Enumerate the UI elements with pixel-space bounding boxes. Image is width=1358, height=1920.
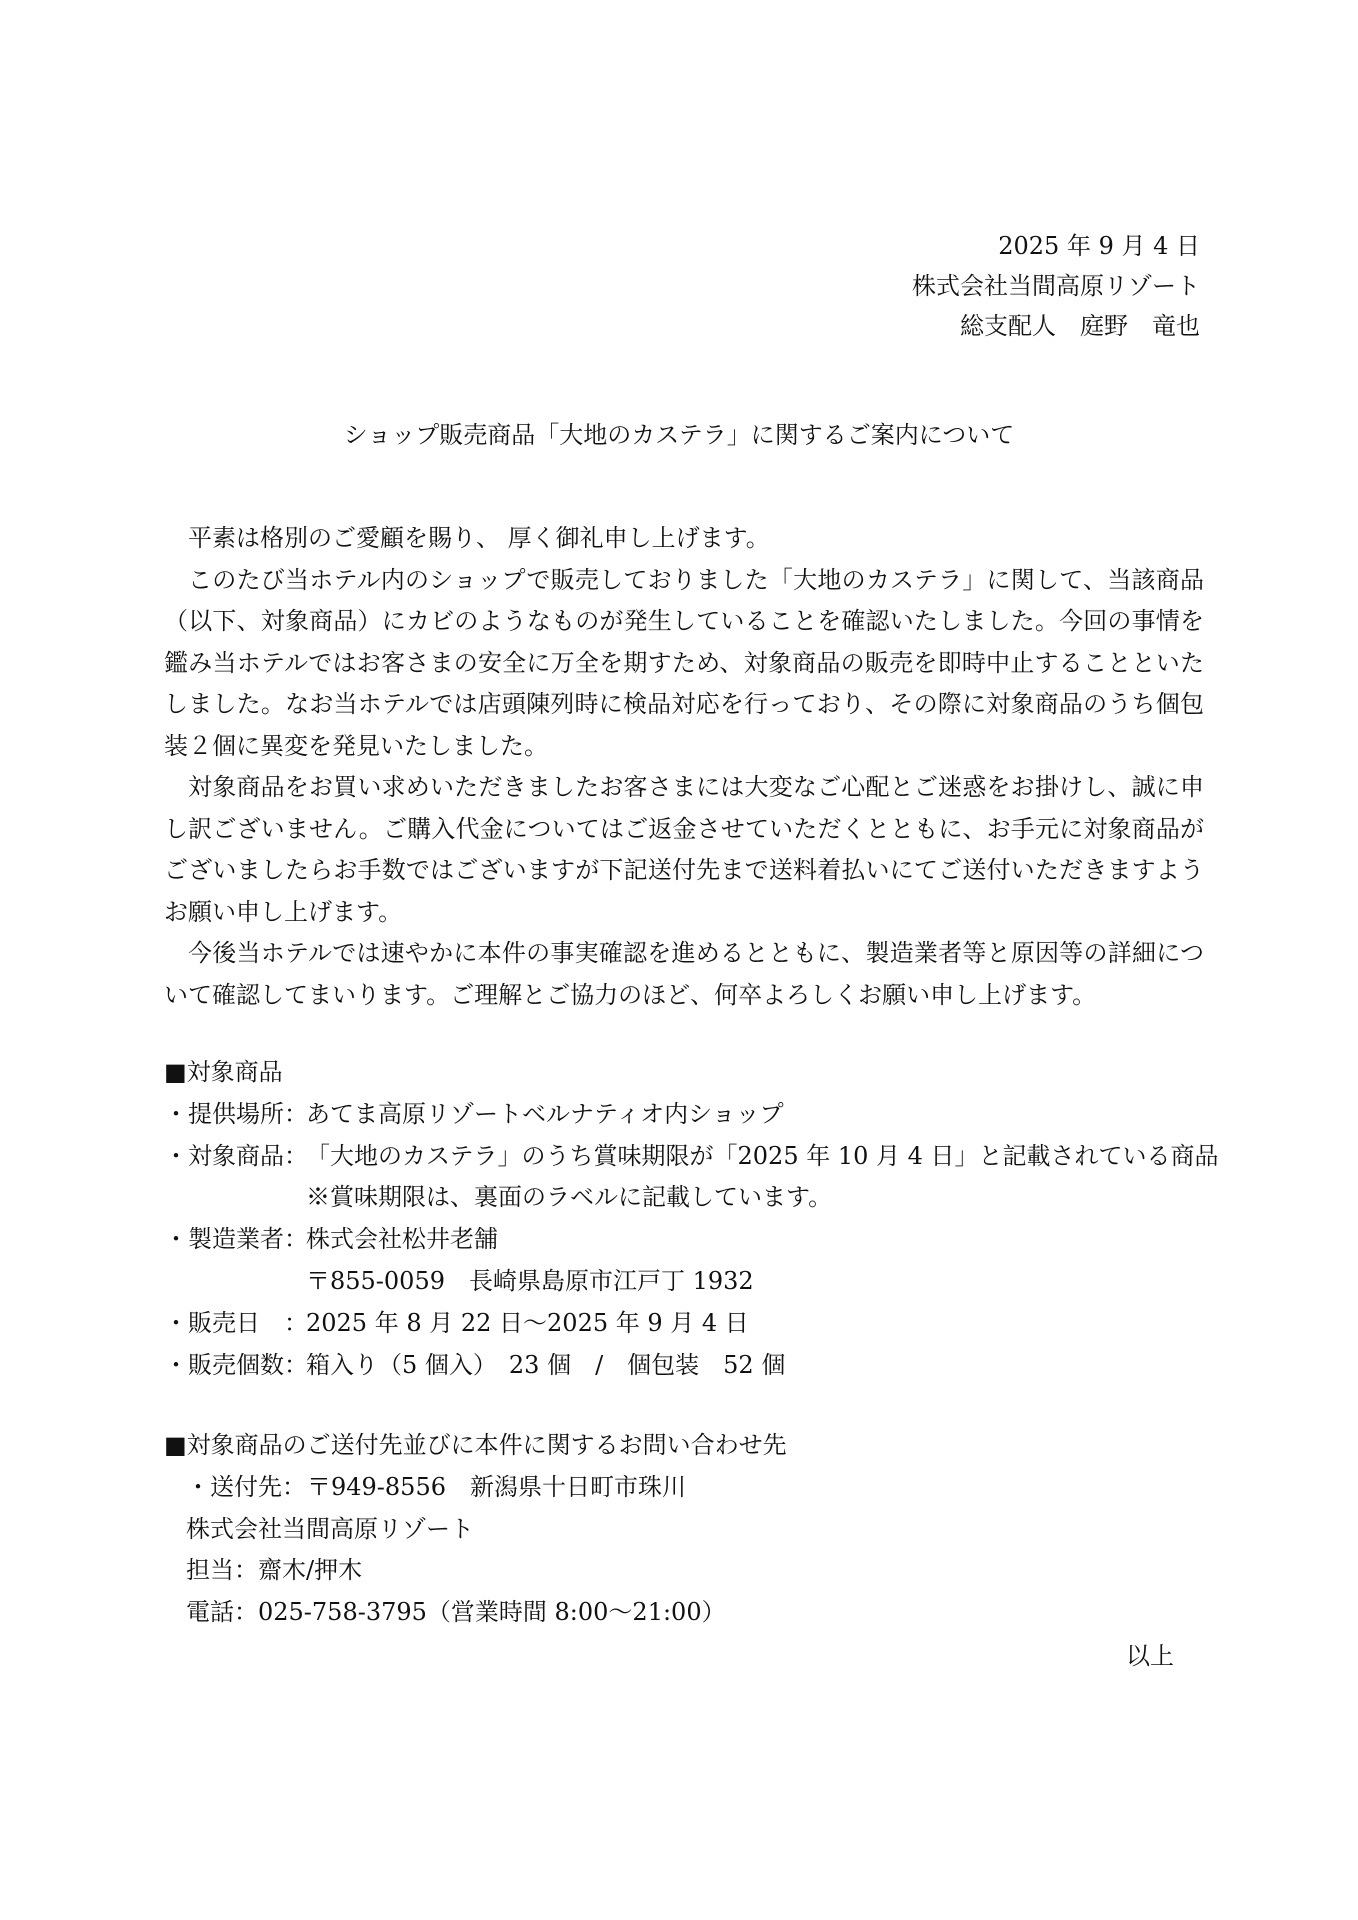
product-label: ・対象商品： (164, 1141, 308, 1170)
header-block (912, 226, 1200, 346)
count-value: 箱入り（5 個入） 23 個 / 個包装 52 個 (306, 1350, 786, 1379)
send-label: ・送付先： (186, 1472, 306, 1501)
count-label: ・販売個数： (164, 1350, 308, 1379)
issuer-company: 株式会社当間高原リゾート (912, 272, 1200, 300)
paragraph-greeting: 平素は格別のご愛顧を賜り、 厚く御礼申し上げます。 (188, 524, 770, 552)
paragraph-followup: 今後当ホテルでは速やかに本件の事実確認を進めるとともに、製造業者等と原因等の詳細について確認してまいります。ご理解とご協力のほど、何卒よろしくお願い申し上げます。 (164, 939, 1204, 1009)
send-company: 株式会社当間高原リゾート (186, 1514, 474, 1543)
sale-date-row (164, 1303, 1224, 1345)
sale-date-value: 2025 年 8 月 22 日～2025 年 9 月 4 日 (306, 1308, 749, 1337)
maker-value: 株式会社松井老舗 (306, 1225, 498, 1254)
maker-address: 〒855-0059 長崎県島原市江戸丁 1932 (306, 1266, 754, 1295)
send-address: 〒949-8556 新潟県十日町市珠川 (307, 1472, 686, 1501)
location-label: ・提供場所： (164, 1099, 308, 1128)
location-value: あてま高原リゾートベルナティオ内ショップ (306, 1099, 784, 1128)
body-text (164, 518, 1204, 1016)
issue-date: 2025 年 9 月 4 日 (998, 232, 1200, 260)
product-value: 「大地のカステラ」のうち賞味期限が「2025 年 10 月 4 日」と記載されている商品 (306, 1141, 1219, 1170)
target-product-section (164, 1052, 1224, 1386)
maker-label: ・製造業者： (164, 1225, 308, 1254)
product-note: ※賞味期限は、裏面のラベルに記載しています。 (306, 1183, 833, 1212)
paragraph-incident: このたび当ホテル内のショップで販売しておりました「大地のカステラ」に関して、当該商品（以下、対象商品）にカビのようなものが発生していることを確認いたしました。今回の事情を鑑み当ホテルではお客さまの安全に万全を期すため、対象商品の販売を即時中止することといたしました。なお当ホテルでは店頭陳列時に検品対応を行っており、その際に対象商品のうち個包装２個に異変を発見いたしました。 (164, 565, 1204, 760)
send-row (164, 1467, 1224, 1509)
issuer-signer: 総支配人 庭野 竜也 (960, 312, 1200, 340)
closing-mark: 以上 (1126, 1642, 1174, 1670)
send-phone: 電話：025-758-3795（営業時間 8:00～21:00） (186, 1598, 726, 1627)
section-heading: ■対象商品のご送付先並びに本件に関するお問い合わせ先 (164, 1431, 787, 1459)
sale-date-label: ・販売日 ： (164, 1308, 308, 1337)
maker-row (164, 1219, 1224, 1261)
section-heading: ■対象商品 (164, 1058, 283, 1086)
location-row (164, 1094, 1224, 1136)
document-title: ショップ販売商品「大地のカステラ」に関するご案内について (343, 421, 1015, 449)
product-row (164, 1136, 1224, 1178)
contact-section (164, 1425, 1224, 1634)
send-person: 担当：齋木/押木 (186, 1556, 363, 1585)
paragraph-apology: 対象商品をお買い求めいただきましたお客さまには大変なご心配とご迷惑をお掛けし、誠に申し訳ございません。ご購入代金についてはご返金させていただくとともに、お手元に対象商品がございましたらお手数ではございますが下記送付先まで送料着払いにてご送付いただきますようお願い申し上げます。 (164, 773, 1204, 926)
count-row (164, 1345, 1224, 1387)
